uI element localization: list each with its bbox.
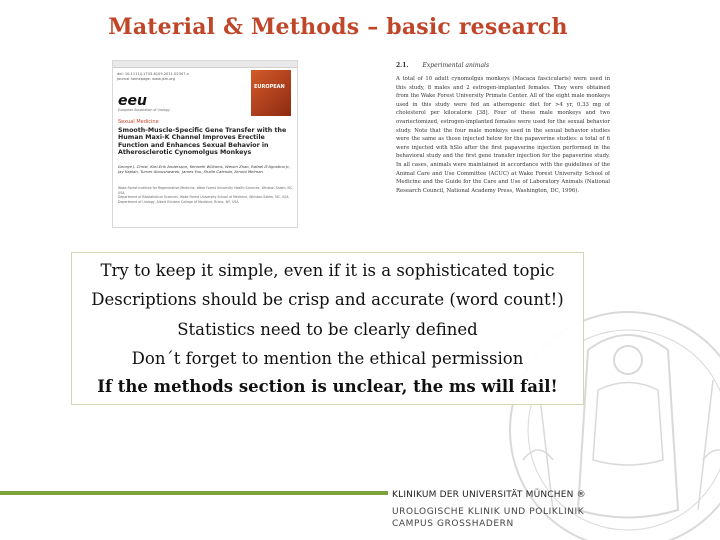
footer-institution: KLINIKUM DER UNIVERSITÄT MÜNCHEN ®	[392, 490, 586, 500]
footer-department-block	[392, 506, 584, 530]
footer-campus: CAMPUS GROSSHADERN	[392, 519, 514, 529]
journal-logo-subtitle: European Association of Urology	[118, 108, 170, 112]
methods-excerpt-snapshot	[396, 62, 610, 230]
tip-statistics: Statistics need to be clearly defined	[177, 320, 478, 339]
article-authors: George J. Christ, Karl-Erik Andersson, Kenneth Williams, Weixin Zhao, Rafael D'Agostino Jr., Jay Kaplan, Turner Aboushwareb, James Yoo, Shalin Calenda, Arnold Melman	[118, 164, 291, 174]
methods-body: A total of 10 adult cynomolgus monkeys (Macaca fascicularis) were used in this study, 8 males and 2 estrogen-implanted females. They were obtained from the Wake Forest University Primate Center. All of the eight male monkeys used in this study were fed an atherogenic diet for >4 yr, 0.33 mg of cholesterol per kilocalorie [38]. Four of these male monkeys and two ovariectomized, estrogen-implanted females were used for the sexual behavior study. Note that the four male monkeys used in the sexual behavior studies were the same as those injected below for the papaverine studies: a total of 6 were injected with hSlo after the first papaverine injection performed in the behavioral study and the first gene transfer injection for the papaverine study. In all cases, animals were maintained in accordance with the guidelines of the Animal Care and Use Committee (ACUC) at Wake Forest University School of Medicine and the Guide for the Care and Use of Laboratory Animals (National Research Council, National Academy Press, Washington, DC, 1996).	[396, 76, 610, 194]
journal-meta: doi: 10.1111/j.1743-6109.2011.02347.x Journal homepage: www.jsm.org	[117, 72, 189, 81]
tip-ethics: Don´t forget to mention the ethical permission	[131, 349, 524, 368]
footer-bar	[0, 491, 388, 495]
journal-cover-text: EUROPEAN	[254, 84, 285, 90]
paper-title-snapshot	[112, 60, 298, 228]
journal-logo: eeu	[118, 93, 147, 109]
journal-header-bar	[113, 61, 297, 68]
journal-cover	[251, 70, 291, 116]
tip-warning: If the methods section is unclear, the ms will fail!	[97, 377, 558, 396]
slide-title: Material & Methods – basic research	[108, 14, 568, 40]
tips-box	[71, 252, 584, 405]
article-affiliations: Wake Forest Institute for Regenerative Medicine, Wake Forest University Health Sciences, Winston-Salem, NC, USA Department of Biostatistical Sciences, Wake Forest University School of Medicine, Winston-Salem, NC, USA Department of Urology, Albert Einstein College of Medicine, Bronx, NY, USA	[118, 186, 294, 204]
tip-crisp: Descriptions should be crisp and accurate (word count!)	[91, 290, 564, 309]
article-title: Smooth-Muscle-Specific Gene Transfer with the Human Maxi-K Channel Improves Erectile Function and Enhances Sexual Behavior in Atherosclerotic Cynomolgus Monkeys	[118, 127, 287, 157]
tip-simple: Try to keep it simple, even if it is a sophisticated topic	[100, 261, 555, 280]
footer-department: UROLOGISCHE KLINIK UND POLIKLINIK	[392, 507, 585, 517]
methods-heading: 2.1. Experimental animals	[396, 62, 490, 69]
section-label: Sexual Medicine	[118, 119, 159, 125]
